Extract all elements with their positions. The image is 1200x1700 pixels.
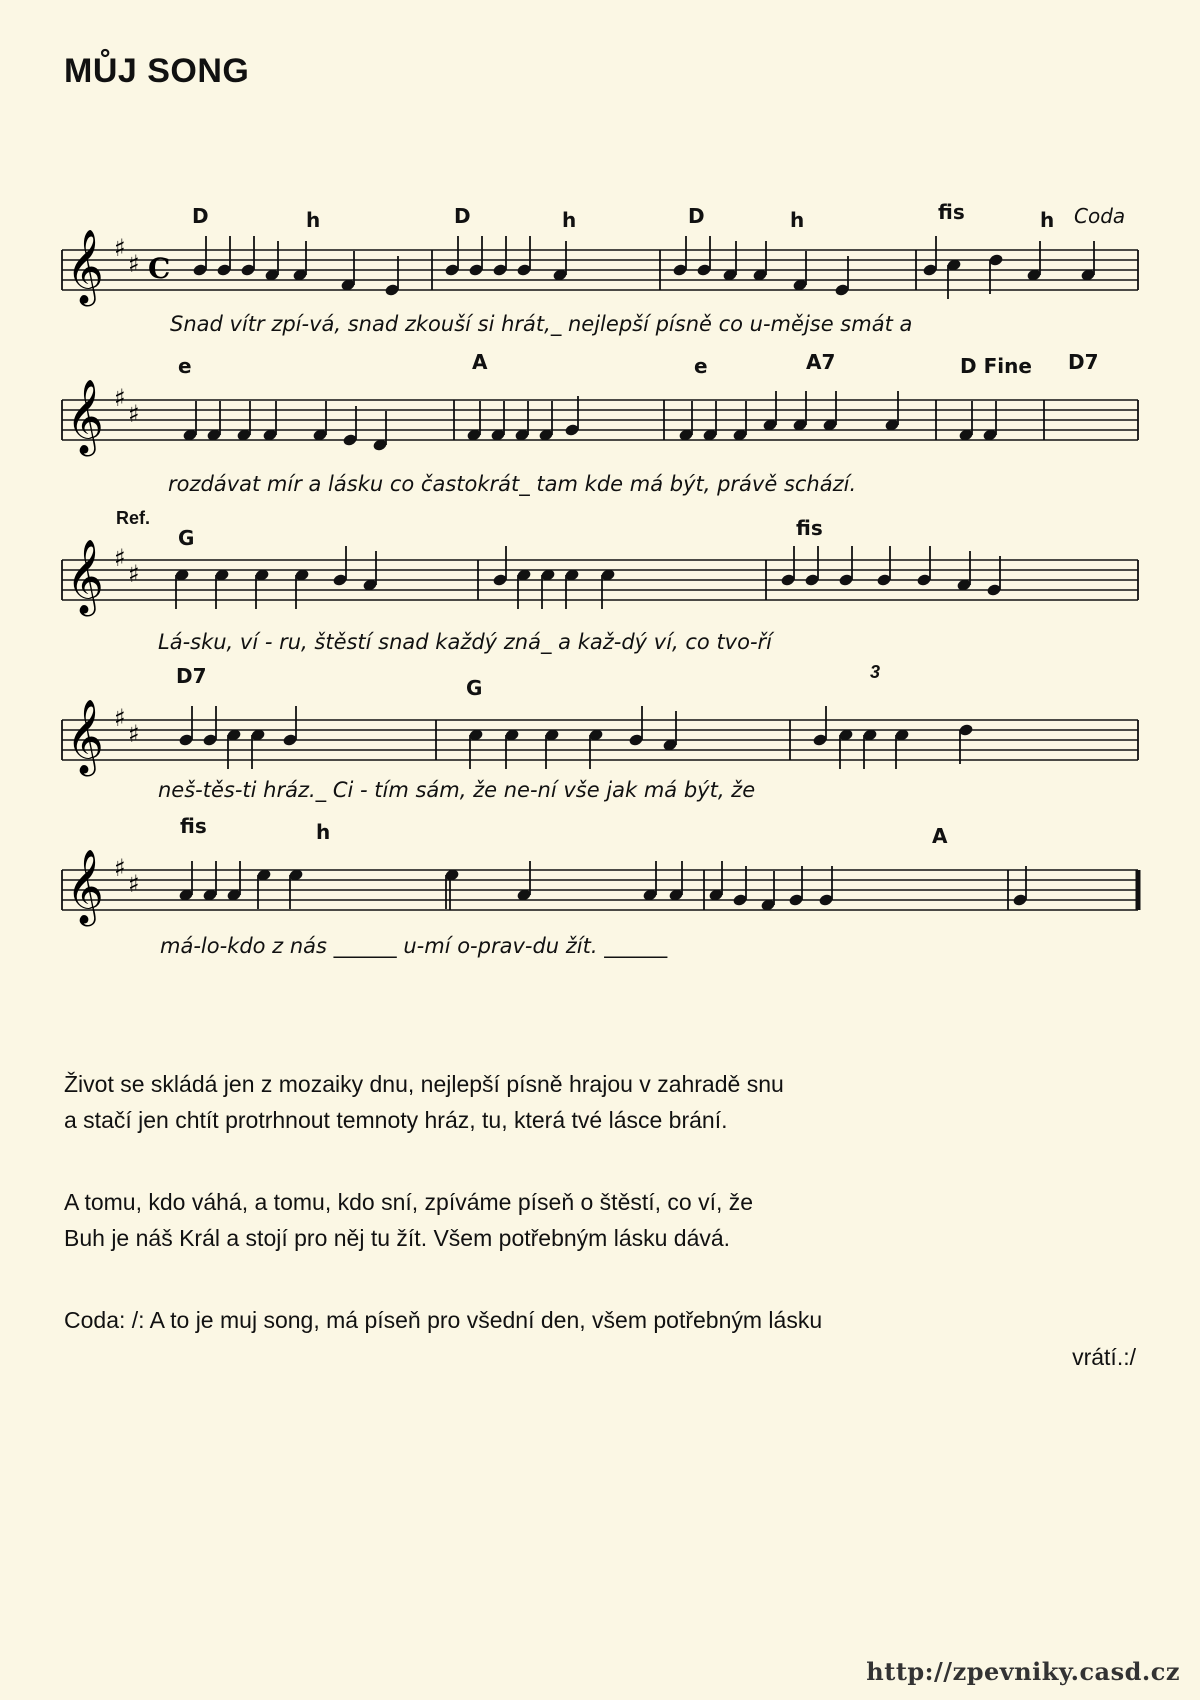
staff-3 [0,500,1200,640]
staff-1 [0,190,1200,330]
lyrics-line: neš-těs-ti hráz._ Ci - tím sám, že ne-ní vše jak má být, že [158,778,756,802]
sharp-icon: ♯ [114,234,126,262]
chord-symbol: A [932,824,948,848]
music-system-2 [0,340,1200,496]
sharp-icon: ♯ [114,384,126,412]
sharp-icon: ♯ [114,544,126,572]
chord-symbol: fis [180,814,207,838]
chord-symbol: A [472,350,488,374]
chord-symbol: D7 [176,664,207,688]
chord-symbol: A7 [806,350,836,374]
lyrics-line: Lá-sku, ví - ru, štěstí snad každý zná_ a kaž-dý ví, co tvo-ří [158,630,773,654]
treble-clef-icon: 𝄞 [66,380,104,454]
treble-clef-icon: 𝄞 [66,230,104,304]
chord-symbol: h [306,208,321,232]
verse-1: Život se skládá jen z mozaiky dnu, nejlepší písně hrajou v zahradě snu a stačí jen chtít protrhnout temnoty hráz, tu, která tvé lásce brání. [64,1071,784,1133]
chord-symbol: h [790,208,805,232]
lyrics-line: Snad vítr zpí-vá, snad zkouší si hrát,_ nejlepší písně co u-mějse smát a [170,312,913,336]
sharp-icon: ♯ [128,720,140,748]
chord-symbol: h [562,208,577,232]
common-time-icon: C [148,252,171,285]
chord-symbol: G [466,676,483,700]
coda-line-end: vrátí.:/ [1072,1344,1136,1370]
treble-clef-icon: 𝄞 [66,540,104,614]
lyrics-line: rozdávat mír a lásku co častokrát_ tam kde má být, právě schází. [168,472,857,496]
chord-symbol: h [1040,208,1055,232]
triplet-marker: 3 [870,662,881,682]
treble-clef-icon: 𝄞 [66,850,104,924]
chord-symbol: D [192,204,209,228]
song-title: MŮJ SONG [64,52,250,90]
sharp-icon: ♯ [114,704,126,732]
watermark: http://zpevniky.casd.cz [866,1657,1180,1686]
refrain-label: Ref. [116,508,151,528]
chord-symbol: D [454,204,471,228]
music-system-4 [0,660,1200,810]
chord-symbol: e [694,354,708,378]
chord-symbol: D7 [1068,350,1099,374]
chord-symbol: e [178,354,192,378]
music-system-3 [0,500,1200,654]
chord-symbol: fis [938,200,965,224]
sharp-icon: ♯ [128,560,140,588]
chord-symbol: D [688,204,705,228]
chord-symbol: D Fine [960,354,1032,378]
sharp-icon: ♯ [114,854,126,882]
chord-symbol: G [178,526,195,550]
music-system-1 [0,190,1200,336]
coda-marker: Coda [1074,204,1126,228]
coda-line: Coda: /: A to je muj song, má píseň pro všední den, všem potřebným lásku [64,1307,823,1333]
sharp-icon: ♯ [128,870,140,898]
lyrics-line: má-lo-kdo z nás ______ u-mí o-prav-du žít. ______ [160,934,668,958]
treble-clef-icon: 𝄞 [66,700,104,774]
sharp-icon: ♯ [128,400,140,428]
chord-symbol: h [316,820,331,844]
chord-symbol: fis [796,516,823,540]
verse-2: A tomu, kdo váhá, a tomu, kdo sní, zpíváme píseň o štěstí, co ví, že Buh je náš Král a stojí pro něj tu žít. Všem potřebným lásku dává. [64,1189,754,1251]
sharp-icon: ♯ [128,250,140,278]
music-system-5 [0,810,1200,970]
